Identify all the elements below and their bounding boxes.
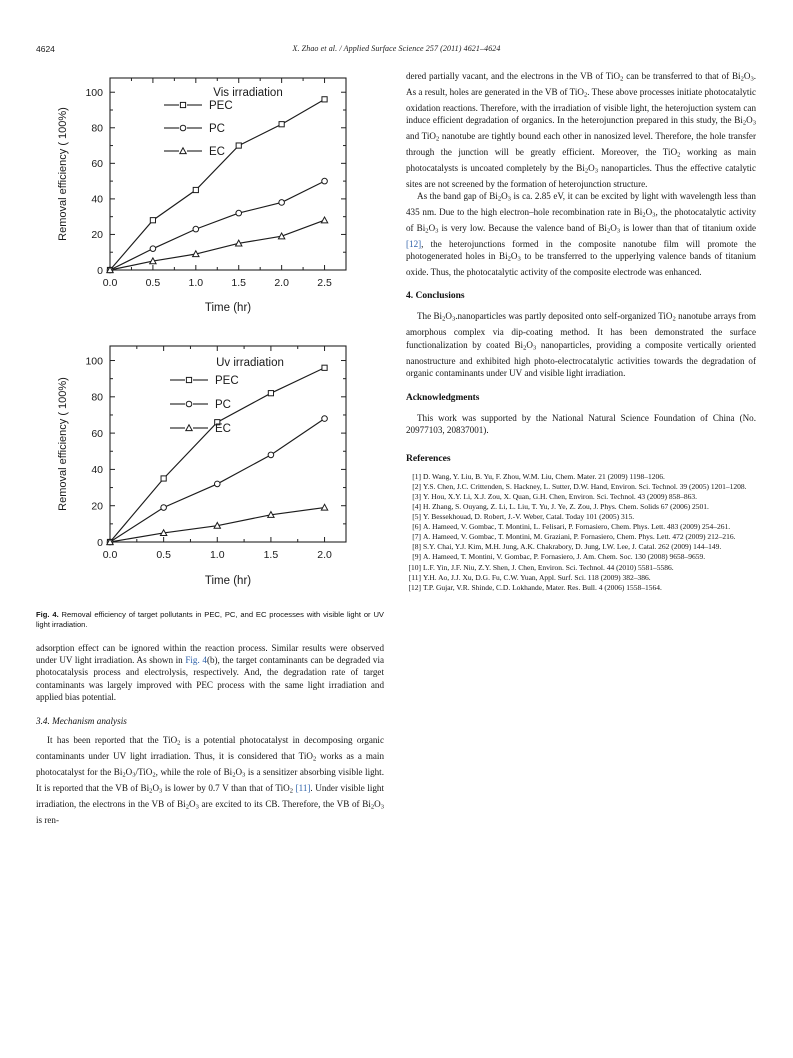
paragraph-acknowledgments: This work was supported by the National Natural Science Foundation of China (No. 20977103, 20837001).: [406, 413, 756, 436]
sub-3: 3: [517, 255, 521, 263]
figure-4: [36, 70, 384, 631]
legend-entry-pec: [170, 375, 239, 387]
reference-item: [406, 542, 756, 552]
reference-number: [4]: [412, 502, 421, 512]
reference-number: [2]: [412, 481, 421, 491]
figure-4-reference-link[interactable]: Fig. 4: [185, 655, 207, 666]
sub-3: 3: [750, 75, 754, 83]
x-axis-tick-label: 0.0: [102, 549, 117, 561]
sub-3: 3: [752, 119, 756, 127]
x-axis-tick-label: 2.5: [316, 277, 332, 289]
mech-a: It has been reported that the TiO: [47, 735, 178, 746]
citation-11-link[interactable]: [11]: [295, 783, 311, 794]
sub-2: 2: [507, 255, 511, 263]
x-axis-tick-label: 2.0: [316, 549, 332, 561]
left-column: [36, 70, 384, 826]
data-point-marker: [321, 178, 327, 184]
y-axis-tick-label: 20: [90, 229, 103, 242]
adsorption-text-post: (b), the target contaminants can be degraded via photocatalysis process and electrolysis, respectively. And, the degradation rate of target contaminants was largely improved with PEC process with the same light irradiation and applied bias potential.: [36, 655, 385, 702]
reference-text: A. Hameed, T. Montini, V. Gombac, P. Fornasiero, J. Am. Chem. Soc. 130 (2008) 9658–9659.: [423, 552, 706, 562]
y-axis-tick-label: 40: [90, 193, 103, 206]
chart-uv-irradiation: [52, 336, 369, 598]
sub-2: 2: [583, 91, 588, 99]
paragraph-continuation: dered partially vacant, and the electrons in the VB of TiO$_2$ can be transferred to that of $Bi_2O_3$. As a result, holes are generated in the VB of TiO$_2$. These above processes initiate photocatalytic oxidation reactions. Therefore, with the irradiation of visible light, the heterojuction system can induce efficient degradation of organics. In the heterojunction prepared in this study, the $Bi_2O_3$ and TiO$_2$ nanotube are tightly bound each other in nanosized level. Therefore, the hole transfer through the junction will be greatly efficient. Moreover, the TiO$_2$ working as main photocatalysts is uncoated completely by the $Bi_2O_3$ nanoparticles. Thus the effective catalytic sites are not screened by the formation of heterojunction structure.: [406, 71, 757, 189]
y-axis-tick-label: 100: [84, 87, 103, 100]
data-point-marker: [214, 481, 220, 487]
reference-number: [7]: [412, 532, 421, 542]
concl-a: The Bi: [417, 311, 443, 322]
sub-2: 2: [606, 227, 611, 235]
sub-3: 3: [132, 771, 136, 779]
sub-2: 2: [185, 803, 189, 811]
sub-3: 3: [594, 167, 599, 175]
section-heading-conclusions: 4. Conclusions: [406, 291, 465, 302]
legend-label: PC: [214, 399, 231, 411]
y-axis-tick-label: 40: [90, 464, 103, 477]
legend-label: PEC: [208, 100, 233, 112]
x-axis-label: Time (hr): [204, 575, 251, 587]
bg-a: As the band gap of Bi: [417, 191, 498, 202]
bg-f: , the heterojunctions formed in the composite nanotube film will promote the photogenerated holes in Bi: [406, 238, 756, 262]
reference-text: Y. Bessekhouad, D. Robert, J.-V. Weber, Catal. Today 101 (2005) 315.: [423, 512, 635, 522]
y-axis-tick-label: 20: [90, 500, 103, 513]
sub-2: 2: [435, 135, 440, 143]
series-line-pec: [110, 368, 325, 542]
mech-i: . Under visible light irradiation, the electrons in the VB of Bi: [36, 783, 384, 809]
cont-h: nanoparticles. Thus the effective catalytic sites are not screened by the formation of heterojunction structure.: [406, 162, 756, 189]
reference-item: [406, 522, 756, 532]
data-point-marker: [179, 148, 185, 154]
cont-a: dered partially vacant, and the electrons in the VB of TiO: [406, 71, 621, 81]
sub-3: 3: [435, 227, 439, 235]
reference-list: [406, 472, 756, 593]
reference-text: Y.H. Ao, J.J. Xu, D.G. Fu, C.W. Yuan, Appl. Surf. Sci. 118 (2009) 382–386.: [423, 572, 651, 582]
mech-d: O: [125, 767, 133, 778]
data-point-marker: [161, 476, 166, 481]
mech-b: is a potential photocatalyst in decomposing organic contaminants under UV light irradiation. Thus, it is considered that TiO: [36, 735, 384, 762]
mech-g: is a sensitizer absorbing visible light. It is reported that the VB of Bi: [36, 767, 384, 794]
reference-text: A. Hameed, V. Gombac, T. Montini, L. Felisari, P. Fornasiero, Chem. Phys. Lett. 483 (2009) 254–261.: [423, 522, 731, 532]
bg-d: is very low. Because the valence band of Bi: [438, 222, 607, 233]
sub-2: 2: [312, 755, 317, 763]
data-point-marker: [185, 425, 191, 431]
data-point-marker: [321, 504, 327, 510]
sub-2: 2: [620, 75, 624, 83]
sub-2: 2: [425, 227, 429, 235]
data-point-marker: [193, 226, 199, 232]
sub-2: 2: [442, 316, 446, 324]
page-folio: 4624: [36, 44, 55, 54]
x-axis-tick-label: 1.5: [230, 277, 246, 289]
right-column: [406, 70, 756, 593]
x-axis-tick-label: 1.0: [188, 277, 203, 289]
reference-number: [1]: [412, 471, 421, 481]
sub-2: 2: [177, 739, 181, 747]
legend-entry-pec: [164, 100, 233, 112]
running-head-citation: X. Zhao et al. / Applied Surface Science 257 (2011) 4621–4624: [292, 44, 501, 53]
reference-number: [8]: [412, 542, 421, 552]
x-axis-tick-label: 0.5: [145, 277, 160, 289]
sub-3: 3: [616, 227, 621, 235]
x-axis-label: Time (hr): [204, 302, 251, 314]
mech-k: is ren-: [36, 814, 59, 825]
legend-label: PEC: [214, 375, 239, 387]
sub-2: 2: [677, 151, 681, 159]
sub-3: 3: [380, 803, 384, 811]
legend-label: EC: [208, 146, 225, 158]
bg-e: is lower than that of titanium oxide: [620, 222, 756, 233]
mech-f: , while the role of Bi: [155, 767, 233, 778]
reference-item: [406, 563, 756, 573]
paragraph-bandgap: As the band gap of $Bi_2O_3$ is ca. 2.85 eV, it can be excited by light with wavelength less than 435 nm. Due to the high electron–hole recombination rate in $Bi_2O_3$, the photocatalytic activity of $Bi_2O_3$ is very low. Because the valence band of $Bi_2O_3$ is lower than that of titanium oxide [12], the heterojunctions formed in the composite nanotube film will promote the photogenerated holes in $Bi_2O_3$ to be transferred to the upperlying valence bands of titanium oxide. Thus, the photocatalytic activity of the composite electrode was enhanced.: [406, 191, 756, 278]
mech-j: are excited to its CB. Therefore, the VB of Bi: [198, 798, 371, 809]
section-heading-mechanism-analysis: 3.4. Mechanism analysis: [36, 716, 127, 727]
y-axis-tick-label: 100: [84, 355, 103, 368]
reference-number: [12]: [408, 582, 421, 592]
legend-entry-pc: [164, 123, 225, 135]
adsorption-text-pre: adsorption effect can be ignored within the reaction process. Similar results were observed under UV light irradiation. As shown in: [36, 642, 384, 666]
chart-vis-svg: [52, 70, 369, 325]
sub-3: 3: [532, 344, 537, 352]
data-point-marker: [235, 210, 241, 216]
y-axis-tick-label: 0: [96, 536, 103, 549]
reference-number: [11]: [408, 572, 421, 582]
data-point-marker: [150, 246, 156, 252]
reference-item: [406, 492, 756, 502]
sub-2: 2: [122, 771, 126, 779]
figure-caption-label: Fig. 4.: [36, 610, 59, 619]
reference-text: Y.S. Chen, J.C. Crittenden, S. Hackney, L. Sutter, D.W. Hand, Environ. Sci. Technol. 39 (2005) 1201–1208.: [423, 481, 747, 491]
concl-c: .nanoparticles was partly deposited onto self-organized TiO: [455, 311, 673, 322]
sub-3: 3: [195, 803, 199, 811]
y-axis-tick-label: 80: [90, 122, 103, 135]
figure-caption: [36, 610, 384, 631]
figure-caption-text: Removal efficiency of target pollutants in PEC, PC, and EC processes with visible light or UV light irradiation.: [36, 610, 384, 630]
section-heading-acknowledgments: Acknowledgments: [406, 393, 480, 404]
sub-2: 2: [152, 771, 156, 779]
sub-2: 2: [370, 803, 375, 811]
x-axis-tick-label: 2.0: [273, 277, 289, 289]
data-point-marker: [180, 125, 186, 131]
legend-entry-ec: [164, 146, 225, 158]
y-axis-tick-label: 60: [90, 158, 103, 171]
reference-number: [6]: [412, 522, 421, 532]
data-point-marker: [150, 218, 155, 223]
reference-item: [406, 482, 756, 492]
legend-entry-ec: [170, 423, 231, 435]
data-point-marker: [321, 365, 326, 370]
reference-text: D. Wang, Y. Liu, B. Yu, F. Zhou, W.M. Liu, Chem. Mater. 21 (2009) 1198–1206.: [423, 471, 665, 481]
reference-number: [10]: [408, 562, 421, 572]
chart-title: Vis irradiation: [212, 87, 283, 99]
y-axis-label: Removal efficiency ( 100%): [56, 377, 69, 511]
sub-2: 2: [497, 195, 502, 203]
paragraph-adsorption: [36, 642, 384, 703]
x-axis-tick-label: 0.5: [155, 549, 171, 561]
y-axis-tick-label: 80: [90, 391, 103, 404]
reference-item: [406, 573, 756, 583]
chart-uv-svg: [52, 336, 369, 598]
sub-2: 2: [149, 787, 153, 795]
reference-item: [406, 512, 756, 522]
data-point-marker: [193, 187, 198, 192]
reference-text: L.F. Yin, J.F. Niu, Z.Y. Shen, J. Chen, Environ. Sci. Technol. 44 (2010) 5581–5586.: [423, 562, 674, 572]
chart-vis-irradiation: [52, 70, 369, 325]
reference-item: [406, 552, 756, 562]
reference-text: T.P. Gujar, V.R. Shinde, C.D. Lokhande, Mater. Res. Bull. 4 (2006) 1558–1564.: [423, 582, 662, 592]
citation-12-link[interactable]: [12]: [406, 238, 422, 249]
chart-title: Uv irradiation: [215, 357, 284, 369]
data-point-marker: [279, 122, 284, 127]
mech-h: is lower by 0.7 V than that of TiO: [162, 783, 290, 794]
sub-3: 3: [451, 316, 456, 324]
reference-text: Y. Hou, X.Y. Li, X.J. Zou, X. Quan, G.H. Chen, Environ. Sci. Technol. 43 (2009) 858–863.: [423, 491, 698, 501]
sub-2: 2: [584, 167, 589, 175]
bg-g: to be transferred to the upperlying valence bands of titanium oxide. Thus, the photocatalytic activity of the composite electrode was enhanced.: [406, 251, 756, 278]
y-axis-tick-label: 0: [96, 264, 103, 277]
legend-label: EC: [214, 423, 231, 435]
reference-number: [3]: [412, 491, 421, 501]
bg-b: is ca. 2.85 eV, it can be excited by light with wavelength less than 435 nm. Due to the high electron–hole recombination rate in Bi: [406, 191, 756, 218]
data-point-marker: [186, 377, 191, 382]
reference-item: [406, 502, 756, 512]
data-point-marker: [268, 391, 273, 396]
paragraph-conclusions: The $Bi_2O_3.nanoparticles$ was partly deposited onto self-organized TiO$_2$ nanotube arrays from amorphous complex via dip-coating method. It has been demonstrated the surface functionalization by coated $Bi_2O_3$ nanoparticles, providing a composite vertically oriented nanostructure and exhibited high photo-electrocatalytic activities towards the degradation of organic contaminants under UV and visible light irradiation.: [406, 311, 756, 378]
reference-number: [9]: [412, 552, 421, 562]
legend-label: PC: [208, 123, 225, 135]
data-point-marker: [186, 401, 192, 407]
reference-item: [406, 532, 756, 542]
mech-c: works as a main photocatalyst for the Bi: [36, 751, 384, 778]
cont-f: nanotube are tightly bound each other in nanosized level. Therefore, the hole transfer through the junction will be greatly efficient. Moreover, the TiO: [406, 131, 756, 157]
sub-2: 2: [672, 316, 676, 324]
running-head: [36, 44, 757, 58]
concl-d: nanotube arrays from amorphous complex via dip-coating method. It has been demonstrated the surface functionalization by coated Bi: [406, 311, 756, 350]
data-point-marker: [321, 217, 327, 223]
legend-entry-pc: [170, 399, 231, 411]
cont-e: and TiO: [406, 131, 436, 142]
sub-2: 2: [740, 75, 744, 83]
data-point-marker: [278, 200, 284, 206]
data-point-marker: [268, 452, 274, 458]
sub-3: 3: [507, 195, 511, 203]
y-axis-label: Removal efficiency ( 100%): [56, 107, 69, 241]
sub-2: 2: [289, 787, 294, 795]
x-axis-tick-label: 1.5: [263, 549, 278, 561]
sub-2: 2: [742, 119, 747, 127]
reference-item: [406, 472, 756, 482]
cont-g: working as main photocatalysts is uncoated completely by the Bi: [406, 146, 756, 173]
reference-item: [406, 583, 756, 593]
series-line-ec: [110, 220, 325, 270]
sub-2: 2: [232, 771, 236, 779]
cont-b: can be transferred to that of Bi: [623, 71, 741, 81]
concl-e: nanoparticles, providing a composite vertically oriented nanostructure and exhibited high photo-electrocatalytic activities towards the degradation of organic contaminants under UV and visible light irradiation.: [406, 339, 756, 378]
x-axis-tick-label: 0.0: [102, 277, 117, 289]
reference-text: A. Hameed, V. Gombac, T. Montini, M. Graziani, P. Fornasiero, Chem. Phys. Lett. 472 (2009) 212–216.: [423, 532, 736, 542]
data-point-marker: [180, 102, 185, 107]
sub-3: 3: [242, 771, 246, 779]
cont-c: . As a result, holes are generated in the VB of TiO: [406, 71, 757, 97]
paragraph-mechanism: It has been reported that the TiO$_2$ is a potential photocatalyst in decomposing organic contaminants under UV light irradiation. Thus, it is considered that TiO$_2$ works as a main photocatalyst for the $Bi_2O_3/TiO_2$, while the role of $Bi_2O_3$ is a sensitizer absorbing visible light. It is reported that the VB of $Bi_2O_3$ is lower by 0.7 V than that of TiO$_2$ [11]. Under visible light irradiation, the electrons in the VB of $Bi_2O_3$ are excited to its CB. Therefore, the VB of $Bi_2O_3$ is ren-: [36, 735, 384, 825]
bg-c: , the photocatalytic activity of Bi: [406, 207, 756, 233]
sub-3: 3: [159, 787, 163, 795]
concl-b: O: [445, 311, 452, 322]
data-point-marker: [321, 97, 326, 102]
reference-text: S.Y. Chai, Y.J. Kim, M.H. Jung, A.K. Chakrabory, D. Jung, I.W. Lee, J. Catal. 262 (2009) 144–149.: [423, 542, 722, 552]
sub-2: 2: [523, 344, 527, 352]
data-point-marker: [236, 143, 241, 148]
sub-2: 2: [642, 211, 646, 219]
cont-d: . These above processes initiate photocatalytic oxidation reactions. Therefore, with the irradiation of visible light, the heterojuction system can induce efficient degradation of organics. In the heterojunction prepared in this study, the Bi: [406, 86, 757, 126]
mech-e: /TiO: [135, 767, 153, 778]
x-axis-tick-label: 1.0: [209, 549, 225, 561]
reference-text: H. Zhang, S. Ouyang, Z. Li, L. Liu, T. Yu, J. Ye, Z. Zou, J. Phys. Chem. Solids 67 (2006) 2501.: [423, 502, 709, 512]
series-line-pc: [110, 181, 325, 270]
sub-3: 3: [652, 211, 656, 219]
data-point-marker: [321, 416, 327, 422]
data-point-marker: [160, 505, 166, 511]
section-heading-references: References: [406, 452, 451, 464]
reference-number: [5]: [412, 512, 421, 522]
y-axis-tick-label: 60: [90, 427, 103, 440]
